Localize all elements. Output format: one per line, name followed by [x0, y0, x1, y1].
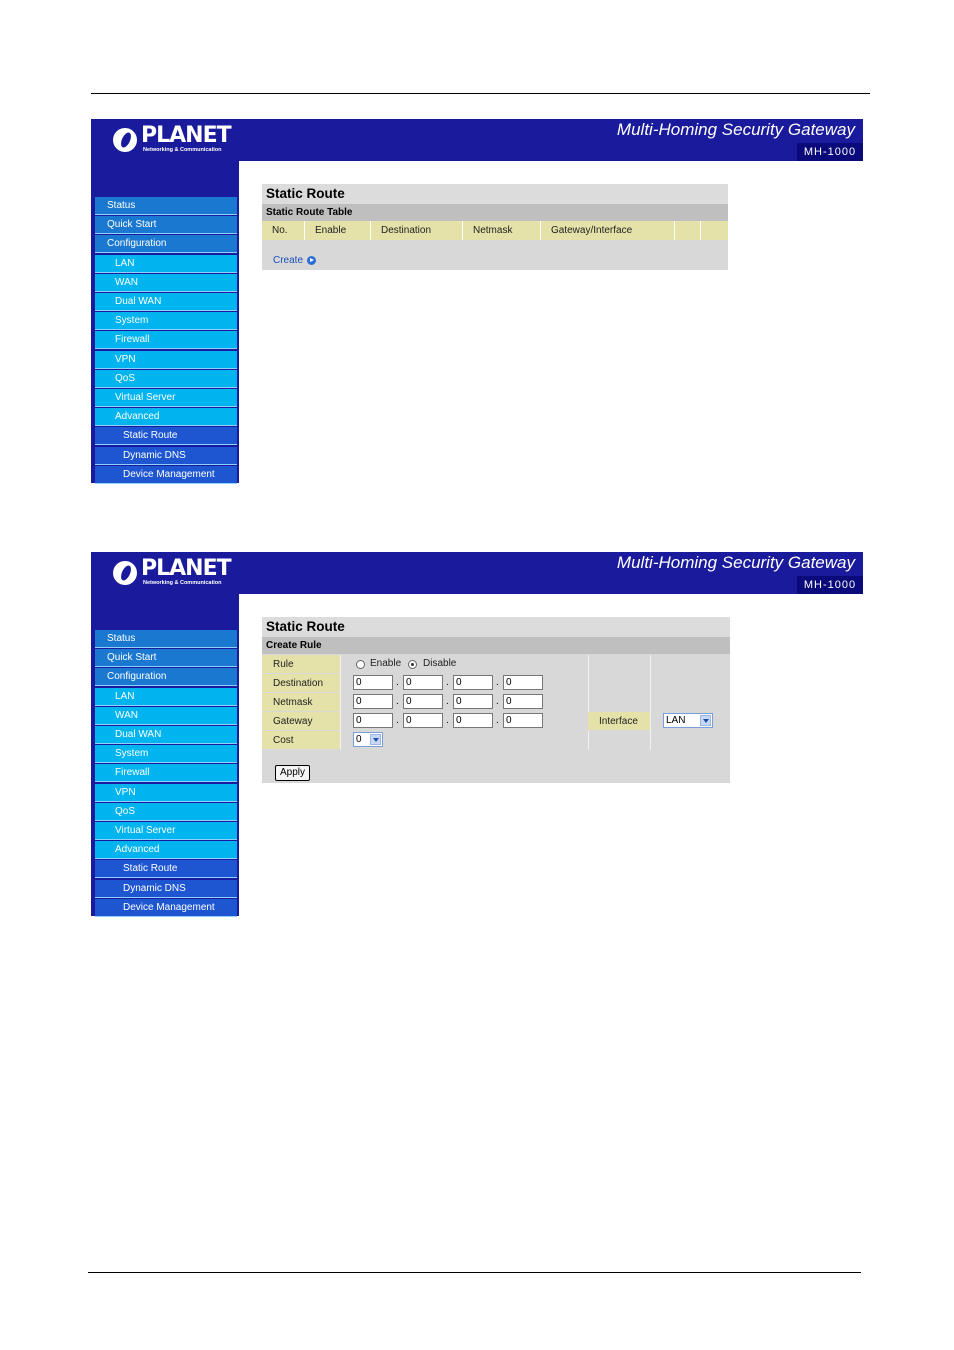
product-title: Multi-Homing Security Gateway: [616, 120, 855, 139]
netmask-label: Netmask: [262, 693, 340, 712]
destination-cell: [340, 674, 588, 693]
netmask-row: [262, 693, 730, 712]
gateway-octet-4[interactable]: 0: [503, 713, 543, 728]
create-link[interactable]: [273, 255, 316, 266]
gateway-dot: .: [496, 715, 499, 726]
col-blank-1: [674, 221, 700, 240]
sidebar: [91, 594, 239, 916]
netmask-dot: .: [496, 696, 499, 707]
netmask-empty-2: [650, 693, 730, 712]
screenshot-create-rule: [91, 552, 863, 916]
destination-octet-2[interactable]: 0: [403, 675, 443, 690]
destination-empty-1: [588, 674, 650, 693]
static-route-panel: [262, 184, 728, 270]
header-rule: [91, 93, 870, 94]
netmask-octet-2[interactable]: 0: [403, 694, 443, 709]
model-label: MH-1000: [797, 143, 863, 161]
sidebar-item-device-management[interactable]: Device Management: [95, 466, 237, 484]
col-no: No.: [272, 225, 288, 236]
sidebar-item-dual-wan[interactable]: Dual WAN: [95, 726, 237, 744]
sidebar-item-qos[interactable]: QoS: [95, 370, 237, 388]
sidebar-item-vpn[interactable]: VPN: [95, 784, 237, 802]
gateway-octet-2[interactable]: 0: [403, 713, 443, 728]
sidebar-item-virtual-server[interactable]: Virtual Server: [95, 822, 237, 840]
create-label[interactable]: Create: [273, 255, 304, 266]
interface-select[interactable]: [663, 713, 713, 728]
col-enable: Enable: [304, 221, 370, 240]
rule-label: Rule: [262, 655, 340, 674]
destination-label: Destination: [262, 674, 340, 693]
sidebar-item-firewall[interactable]: Firewall: [95, 764, 237, 782]
rule-row: [262, 655, 730, 674]
gateway-row: [262, 712, 730, 731]
form-title: Create Rule: [262, 637, 730, 654]
col-gateway-interface: Gateway/Interface: [540, 221, 674, 240]
interface-label: Interface: [588, 712, 650, 731]
sidebar-item-static-route[interactable]: Static Route: [95, 427, 237, 445]
sidebar-item-dynamic-dns[interactable]: Dynamic DNS: [95, 880, 237, 898]
sidebar: [91, 161, 239, 483]
netmask-cell: [340, 693, 588, 712]
interface-cell: [650, 712, 730, 731]
cost-label: Cost: [262, 731, 340, 750]
sidebar-item-quick-start[interactable]: Quick Start: [95, 649, 237, 667]
planet-logo-icon: [113, 561, 137, 585]
chevron-down-icon[interactable]: [370, 734, 381, 745]
sidebar-item-advanced[interactable]: Advanced: [95, 408, 237, 426]
netmask-dot: .: [446, 696, 449, 707]
table-header: [262, 221, 728, 240]
destination-octet-4[interactable]: 0: [503, 675, 543, 690]
sidebar-item-wan[interactable]: WAN: [95, 707, 237, 725]
banner: [91, 552, 863, 594]
destination-row: [262, 674, 730, 693]
sidebar-item-status[interactable]: Status: [95, 630, 237, 648]
sidebar-item-wan[interactable]: WAN: [95, 274, 237, 292]
sidebar-item-advanced[interactable]: Advanced: [95, 841, 237, 859]
screenshot-static-route-table: [91, 119, 863, 483]
page-title: Static Route: [262, 617, 730, 637]
model-label: MH-1000: [797, 576, 863, 594]
sidebar-item-qos[interactable]: QoS: [95, 803, 237, 821]
enable-radio-label: Enable: [370, 658, 402, 669]
logo-tagline: Networking & Communication: [143, 147, 222, 153]
planet-logo: [113, 123, 231, 157]
product-title: Multi-Homing Security Gateway: [616, 553, 855, 572]
destination-octet-1[interactable]: 0: [353, 675, 393, 690]
logo-text: PLANET: [141, 556, 231, 581]
cost-empty-1: [588, 731, 650, 750]
chevron-down-icon[interactable]: [700, 715, 711, 726]
logo-text: PLANET: [141, 123, 231, 148]
rule-empty-1: [588, 655, 650, 674]
destination-empty-2: [650, 674, 730, 693]
sidebar-item-vpn[interactable]: VPN: [95, 351, 237, 369]
sidebar-item-device-management[interactable]: Device Management: [95, 899, 237, 917]
netmask-empty-1: [588, 693, 650, 712]
gateway-cell: [340, 712, 588, 731]
rule-cell: [340, 655, 588, 674]
netmask-octet-3[interactable]: 0: [453, 694, 493, 709]
rule-empty-2: [650, 655, 730, 674]
disable-radio[interactable]: [408, 660, 417, 669]
netmask-octet-1[interactable]: 0: [353, 694, 393, 709]
netmask-octet-4[interactable]: 0: [503, 694, 543, 709]
planet-logo: [113, 556, 231, 590]
destination-dot: .: [496, 677, 499, 688]
sidebar-item-lan[interactable]: LAN: [95, 255, 237, 273]
apply-button[interactable]: Apply: [275, 765, 310, 781]
sidebar-item-virtual-server[interactable]: Virtual Server: [95, 389, 237, 407]
sidebar-item-static-route[interactable]: Static Route: [95, 860, 237, 878]
col-netmask: Netmask: [462, 221, 540, 240]
destination-dot: .: [446, 677, 449, 688]
planet-logo-icon: [113, 128, 137, 152]
create-rule-panel: [262, 617, 730, 783]
netmask-dot: .: [396, 696, 399, 707]
destination-dot: .: [396, 677, 399, 688]
enable-radio[interactable]: [356, 660, 365, 669]
sidebar-item-dynamic-dns[interactable]: Dynamic DNS: [95, 447, 237, 465]
sidebar-item-system[interactable]: System: [95, 745, 237, 763]
footer-rule: [88, 1272, 861, 1273]
sidebar-item-configuration[interactable]: Configuration: [95, 235, 237, 253]
gateway-dot: .: [396, 715, 399, 726]
sidebar-item-lan[interactable]: LAN: [95, 688, 237, 706]
gateway-dot: .: [446, 715, 449, 726]
sidebar-item-status[interactable]: Status: [95, 197, 237, 215]
logo-tagline: Networking & Communication: [143, 580, 222, 586]
sidebar-item-configuration[interactable]: Configuration: [95, 668, 237, 686]
gateway-octet-3[interactable]: 0: [453, 713, 493, 728]
sidebar-item-quick-start[interactable]: Quick Start: [95, 216, 237, 234]
interface-value: LAN: [666, 715, 686, 726]
cost-cell: [340, 731, 588, 750]
col-blank-2: [700, 221, 728, 240]
sidebar-item-dual-wan[interactable]: Dual WAN: [95, 293, 237, 311]
banner: [91, 119, 863, 161]
arrow-right-icon[interactable]: [307, 256, 316, 265]
destination-octet-3[interactable]: 0: [453, 675, 493, 690]
col-destination: Destination: [370, 221, 462, 240]
cost-value: 0: [356, 734, 362, 745]
cost-select[interactable]: [353, 732, 383, 747]
sidebar-item-firewall[interactable]: Firewall: [95, 331, 237, 349]
cost-empty-2: [650, 731, 730, 750]
table-title: Static Route Table: [262, 204, 728, 221]
gateway-octet-1[interactable]: 0: [353, 713, 393, 728]
sidebar-item-system[interactable]: System: [95, 312, 237, 330]
gateway-label: Gateway: [262, 712, 340, 731]
cost-row: [262, 731, 730, 750]
page-title: Static Route: [262, 184, 728, 204]
disable-radio-label: Disable: [423, 658, 457, 669]
